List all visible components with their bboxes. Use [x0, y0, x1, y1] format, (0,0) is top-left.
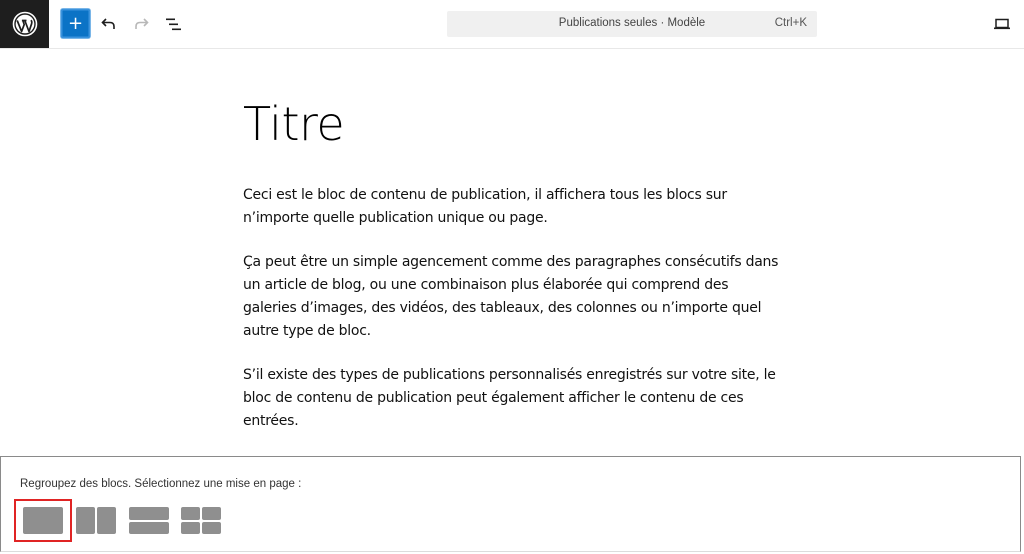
redo-button[interactable]: [129, 12, 153, 36]
layout-row-button[interactable]: [67, 499, 125, 542]
editor-header: [0, 0, 1024, 49]
editor-canvas: [0, 50, 1024, 456]
paragraph-block[interactable]: S’il existe des types de publications personnalisés enregistrés sur votre site, le bloc de contenu de publication peut également afficher le contenu de ces entrées.: [243, 366, 776, 430]
undo-button[interactable]: [97, 12, 121, 36]
desktop-icon: [993, 17, 1011, 31]
keyboard-shortcut: Ctrl+K: [774, 17, 807, 29]
document-overview-button[interactable]: [162, 12, 186, 36]
undo-icon: [100, 15, 118, 33]
add-block-button[interactable]: [61, 9, 90, 38]
layout-stack-button[interactable]: [120, 499, 178, 542]
plus-icon: +: [67, 12, 84, 34]
paragraph-block[interactable]: Ça peut être un simple agencement comme des paragraphes consécutifs dans un article de blog, ou une combinaison plus élaborée qui comprend des galeries d’images, des vidéos, des tableaux, des colonnes ou n’importe quel autre type de bloc.: [243, 253, 779, 340]
template-title: Publications seules · Modèle: [558, 17, 706, 29]
list-view-icon: [164, 15, 184, 33]
layout-group-icon: [23, 507, 63, 534]
group-instruction-label: Regroupez des blocs. Sélectionnez une mise en page :: [20, 478, 302, 490]
layout-grid-button[interactable]: [172, 499, 230, 542]
device-preview-button[interactable]: [992, 14, 1012, 34]
layout-group-button[interactable]: [14, 499, 72, 542]
group-block-placeholder: [0, 456, 1021, 552]
command-palette-bar[interactable]: [447, 11, 817, 37]
layout-grid-icon: [181, 507, 221, 534]
layout-stack-icon: [129, 507, 169, 534]
layout-row-icon: [76, 507, 116, 534]
post-content-area: [243, 98, 783, 434]
paragraph-block[interactable]: Ceci est le bloc de contenu de publication, il affichera tous les blocs sur n’importe quelle publication unique ou page.: [243, 187, 727, 227]
redo-icon: [132, 15, 150, 33]
wordpress-logo-icon: [12, 11, 38, 37]
wordpress-logo-button[interactable]: [0, 0, 49, 48]
post-title[interactable]: Titre: [243, 97, 345, 151]
